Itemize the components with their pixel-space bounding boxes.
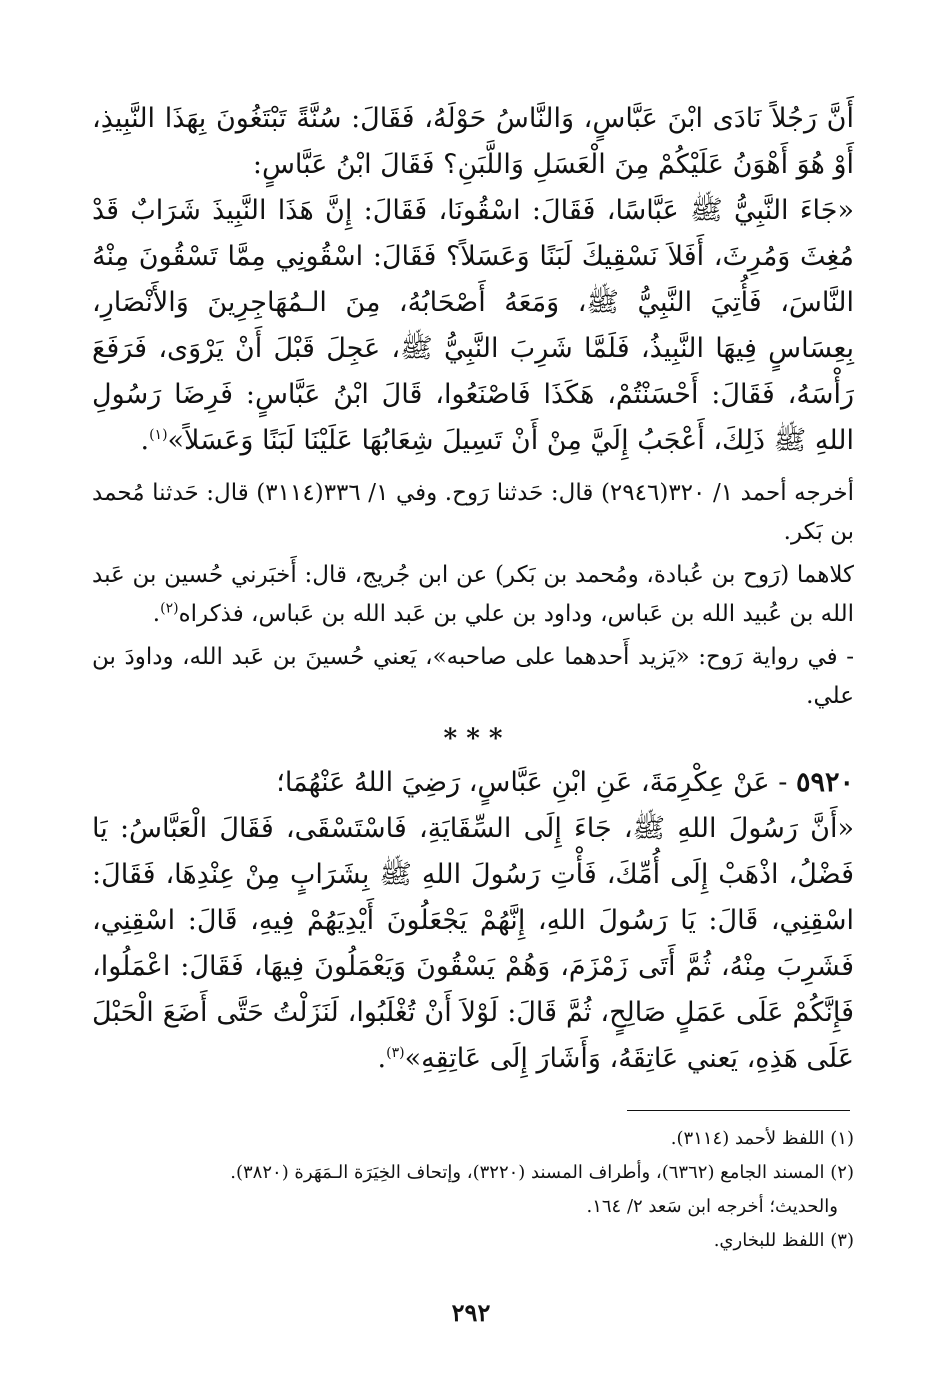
footnote-ref-2: (٢) xyxy=(160,600,179,617)
hadith-2-body: «أَنَّ رَسُولَ اللهِ ﷺ، جَاءَ إِلَى السِّقَايَةِ، فَاسْتَسْقَى، فَقَالَ الْعَبَّاسُ: يَا فَضْلُ، اذْهَبْ إِلَى أُمِّكَ، فَأْتِ رَسُولَ اللهِ ﷺ بِشَرَابٍ مِنْ عِنْدِهَا، فَقَالَ: اسْقِنِي، قَالَ: يَا رَسُولَ اللهِ، إِنَّهُمْ يَجْعَلُونَ أَيْدِيَهُمْ فِيهِ، قَالَ: اسْقِنِي، فَشَرِبَ مِنْهُ، ثُمَّ أَتَى زَمْزَمَ، وَهُمْ يَسْقُونَ وَيَعْمَلُونَ فِيهَا، فَقَالَ: اعْمَلُوا، فَإِنَّكُمْ عَلَى عَمَلٍ صَالِحٍ، ثُمَّ قَالَ: لَوْلاَ أَنْ تُغْلَبُوا، لَنَزَلْتُ حَتَّى أَضَعَ الْحَبْلَ عَلَى هَذِهِ، يَعني عَاتِقَهُ، وَأَشَارَ إِلَى عَاتِقِهِ» xyxy=(92,813,854,1074)
intro-paragraph xyxy=(92,96,854,188)
takhrij-paragraph-1 xyxy=(92,474,854,552)
takhrij-paragraph-3 xyxy=(92,638,854,716)
hadith-number: ٥٩٢٠ xyxy=(795,767,854,798)
page-number: ٢٩٢ xyxy=(451,1298,491,1327)
footnote-1: (١) اللفظ لأحمد (٣١١٤). xyxy=(670,1128,854,1149)
hadith-2-text xyxy=(92,806,854,1082)
takhrij-3-text: - في رواية رَوح: «يَزيد أَحدهما على صاحبه»، يَعني حُسينَ بن عَبد الله، وداودَ بن علي. xyxy=(92,644,854,709)
intro-text: أَنَّ رَجُلاً نَادَى ابْنَ عَبَّاسٍ، وَالنَّاسُ حَوْلَهُ، فَقَالَ: سُنَّةً تَبْتَغُونَ بِهَذَا النَّبِيذِ، أَوْ هُوَ أَهْوَنُ عَلَيْكُمْ مِنَ الْعَسَلِ وَاللَّبَنِ؟ فَقَالَ ابْنُ عَبَّاسٍ: xyxy=(92,103,854,180)
takhrij-2-text: كلاهما (رَوح بن عُبادة، ومُحمد بن بَكر) عن ابن جُريج، قال: أَخبَرني حُسين بن عَبد الله بن عُبيد الله بن عَباس، وداود بن علي بن عَبد الله بن عَباس، فذكراه xyxy=(92,562,854,627)
hadith-1-end: . xyxy=(140,425,150,456)
takhrij-paragraph-2 xyxy=(92,556,854,634)
page-body xyxy=(92,96,854,1082)
hadith-1-text xyxy=(92,188,854,464)
footnote-ref-3: (٣) xyxy=(386,1045,405,1061)
takhrij-1-text: أخرجه أحمد ١/ ٣٢٠(٢٩٤٦) قال: حَدثنا رَوح. وفي ١/ ٣٣٦(٣١١٤) قال: حَدثنا مُحمد بن بَكر. xyxy=(92,480,854,545)
section-separator: * * * xyxy=(443,724,503,754)
footnote-2-continuation: والحديث؛ أخرجه ابن سَعد ٢/ ١٦٤. xyxy=(586,1196,838,1217)
footnote-divider xyxy=(627,1110,850,1111)
hadith-2-isnad: - عَنْ عِكْرِمَةَ، عَنِ ابْنِ عَبَّاسٍ، رَضِيَ اللهُ عَنْهُمَا؛ xyxy=(276,767,788,798)
hadith-1-body: «جَاءَ النَّبِيُّ ﷺ عَبَّاسًا، فَقَالَ: اسْقُونَا، فَقَالَ: إِنَّ هَذَا النَّبِيذَ شَرَابٌ قَدْ مُغِثَ وَمُرِثَ، أَفَلاَ نَسْقِيكَ لَبَنًا وَعَسَلاً؟ فَقَالَ: اسْقُونِي مِمَّا تَسْقُونَ مِنْهُ النَّاسَ، فَأُتِيَ النَّبِيُّ ﷺ، وَمَعَهُ أَصْحَابُهُ، مِنَ الـمُهَاجِرِينَ وَالأَنْصَارِ، بِعِسَاسٍ فِيهَا النَّبِيذُ، فَلَمَّا شَرِبَ النَّبِيُّ ﷺ، عَجِلَ قَبْلَ أَنْ يَرْوَى، فَرَفَعَ رَأْسَهُ، فَقَالَ: أَحْسَنْتُمْ، هَكَذَا فَاصْنَعُوا، قَالَ ابْنُ عَبَّاسٍ: فَرِضَا رَسُولِ اللهِ ﷺ ذَلِكَ، أَعْجَبُ إِلَيَّ مِنْ أَنْ تَسِيلَ شِعَابُهَا عَلَيْنَا لَبَنًا وَعَسَلاً» xyxy=(92,195,854,456)
hadith-2-heading xyxy=(92,760,854,806)
hadith-2-end: . xyxy=(377,1043,387,1074)
footnotes xyxy=(92,1124,854,1260)
takhrij-2-end: . xyxy=(152,601,161,627)
footnote-3: (٣) اللفظ للبخاري. xyxy=(713,1230,854,1251)
footnote-2: (٢) المسند الجامع (٦٣٦٢)، وأطراف المسند (٣٢٢٠)، وإتحاف الخِيَرَة الـمَهَرة (٣٨٢٠). xyxy=(230,1162,854,1183)
footnote-ref-1: (١) xyxy=(149,427,168,443)
